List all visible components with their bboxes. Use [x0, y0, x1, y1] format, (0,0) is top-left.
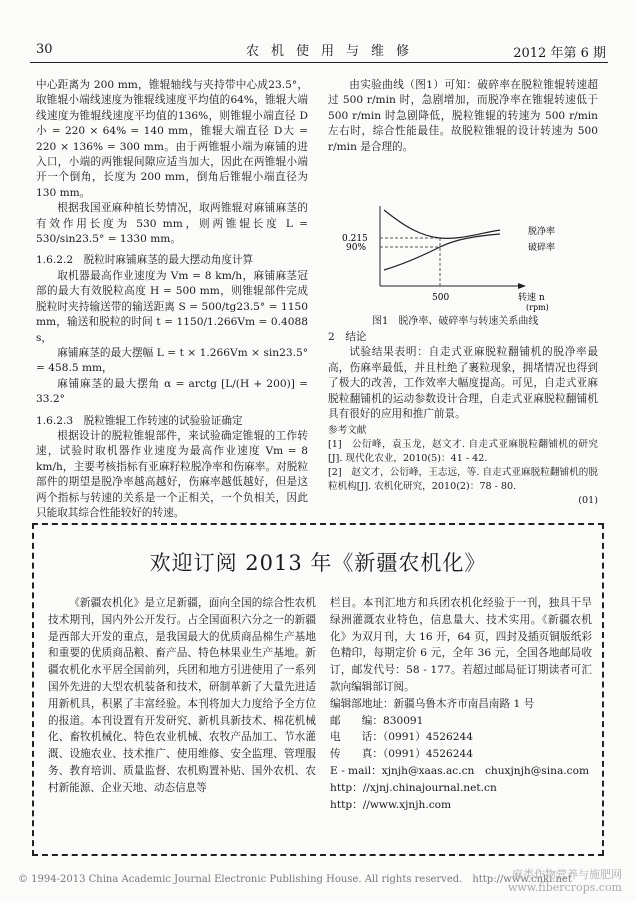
paragraph: 由实验曲线（图1）可知：破碎率在脱粒锥辊转速超过 500 r/min 时，急剧增加，而脱净率在锥辊转速低于 500 r/min 时急剧降低，脱粒锥辊的转速为 500 r/min 左右时，综合性能最佳。故脱粒锥辊的设计转速为 500 r/min 是合理的。 [328, 79, 598, 153]
subscription-ad-box [32, 523, 604, 856]
section-heading: 1.6.2.2 脱粒时麻铺麻茎的最大摆动角度计算 [36, 254, 254, 267]
x-axis-unit: (rpm) [526, 303, 549, 312]
right-column [328, 78, 598, 155]
ad-postcode: 邮 编：830091 [330, 714, 424, 727]
header-rule [30, 62, 608, 63]
paragraph: 取机器最高作业速度为 Vm = 8 km/h，麻铺麻茎冠部的最大有效脱粒高度 H = 500 mm，则锥辊部件完成脱粒时夹持输送带的输送距离 S = 500/tg23.5° = 1150 mm，输送和脱粒的时间 t = 1150/1.266Vm = 0.4088 s， [36, 269, 308, 344]
ad-address: 编辑部地址：新疆乌鲁木齐市南昌南路 1 号 [330, 697, 535, 710]
ad-email: E - mail：xjnjh@xaas.ac.cn chuxjnjh@sina.com [330, 764, 589, 777]
series-line-deleaf [384, 210, 500, 238]
page-number: 30 [36, 42, 53, 57]
copyright-footer: © 1994-2013 China Academic Journal Electronic Publishing House. All rights reserved. http://www.cnki.net [18, 874, 572, 885]
ad-fax: 传 真：（0991）4526244 [330, 748, 473, 761]
left-column [36, 78, 308, 521]
reference-item: [2] 赵文才，公衍峰，王志远，等. 自走式亚麻脱粒翻铺机的脱粒机构[J]. 农机化研究，2010(2)：78 - 80. [328, 467, 598, 493]
conclusion-block [328, 330, 598, 508]
y-tick-2: 90% [346, 243, 367, 253]
watermark: 麻类作物营养与施肥网 www.fibercrops.com [507, 868, 622, 894]
page-header [36, 38, 606, 60]
x-axis-label: 转速 n [518, 293, 545, 303]
references [328, 424, 598, 508]
paragraph: 试验结果表明：自走式亚麻脱粒翻铺机的脱净率最高，伤麻率最低，并且杜绝了裹粒现象，拥堵情况也得到了极大的改善，工作效率大幅度提高。可见，自走式亚麻脱粒翻铺机的运动参数设计合理，自走式亚麻脱粒翻铺机具有很好的应用和推广前景。 [328, 346, 598, 421]
series-line-breakage [384, 234, 500, 270]
reference-item: [1] 公衍峰，袁玉龙，赵文才. 自走式亚麻脱粒翻铺机的研究[J]. 现代化农业，2010(5)：41 - 42. [328, 439, 598, 465]
paragraph: 中心距离为 200 mm，锥辊轴线与夹持带中心成23.5°，取锥辊小端线速度为锥辊线速度平均值的64%，锥辊大端线速度为锥辊线速度平均值的136%，则锥辊小端直径 D小 = 220 × 64% = 140 mm，锥辊大端直径 D大 = 220 × 136% = 300 mm。由于两锥辊小端为麻铺的进入口，小端的两锥辊间隙应适当加大，因此在两锥辊小端开一个倒角，长度为 200 mm，倒角后锥辊小端直径为 130 mm。 [36, 79, 308, 199]
section-heading: 1.6.2.3 脱粒锥辊工作转速的试验验证确定 [36, 414, 243, 427]
references-heading: 参考文献 [328, 425, 367, 437]
paragraph: 根据我国亚麻种植长势情况，取两锥辊对麻铺麻茎的有效作用长度为 530 mm，则两锥辊长度 L = 530/sin23.5° = 1330 mm。 [36, 202, 308, 246]
section-heading: 2 结论 [328, 331, 367, 343]
series-label: 脱净率 [528, 227, 556, 237]
figure-1-chart [340, 200, 580, 312]
paragraph: 根据设计的脱粒锥辊部件，来试验确定锥辊的工作转速，试验时取机器作业速度为最高作业速度 Vm = 8 km/h，主要考核指标有亚麻籽粒脱净率和伤麻率。对脱粒部件的期望是脱净率越高越好，伤麻率越低越好，但是这两个指标与转速的关系是一个正相关，一个负相关，因此只能取其综合性能较好的转速。 [36, 429, 308, 519]
formula-line: 麻铺麻茎的最大摆角 α = arctg [L/(H + 200)] = 33.2° [36, 377, 308, 406]
journal-title: 农机使用与维修 [246, 44, 422, 59]
ad-phone: 电 话：（0991）4526244 [330, 731, 473, 744]
ad-title: 欢迎订阅 2013 年《新疆农机化》 [149, 551, 487, 575]
x-axis-arrow [518, 283, 526, 289]
figure-caption: 图1 脱净率、破碎率与转速关系曲线 [372, 316, 539, 327]
end-mark: (01) [578, 495, 598, 507]
ad-website-1: http：//xjnj.chinajournal.net.cn [330, 781, 497, 794]
x-tick: 500 [432, 293, 450, 303]
ad-right-text: 栏目。本刊汇地方和兵团农机化经验于一刊，独具干旱绿洲灌溉农业特色，信息量大、技术实用。《新疆农机化》为双月刊，大 16 开，64 页，四封及插页铜版纸彩色精印，每期定价 6 元，全年 36 元，全国各地邮局收订，邮发代号：58 - 177。若超过邮局征订期读者可汇款向编辑部订阅。 编辑部地址：新疆乌鲁木齐市南昌南路 1 号 邮 编：830091 电 话：（0991）4526244 传 真：（0991）4526244 E - mail：xjnjh@xaas.ac.cn chuxjnjh@sina.com http：//xjnj.chinajournal.net.cn http：//www.xjnjh.com [330, 595, 592, 813]
ad-website-2: http：//www.xjnjh.com [330, 798, 452, 811]
y-tick-1: 0.215 [342, 234, 368, 244]
issue-label: 2012 年第 6 期 [513, 46, 606, 61]
ad-left-text: 《新疆农机化》是立足新疆，面向全国的综合性农机技术期刊，国内外公开发行。占全国面积六分之一的新疆是西部大开发的重点，是我国最大的优质商品棉生产基地和重要的优质商品粮、畜产品、特色林果业生产基地。新疆农机化水平居全国前列，兵团和地方引进使用了一系列国外先进的大型农机装备和技术，研制革新了大量先进适用新机具，积累了丰富经验。本刊将加大力度给予全方位的报道。本刊设置有开发研究、新机具新技术、棉花机械化、畜牧机械化、特色农业机械、农牧产品加工、节水灌溉、设施农业、技术推广、使用维修、安全监理、管理服务、教育培训、质量监督、农机购置补贴、国外农机、农村新能源、企业天地、动态信息等 [48, 597, 316, 794]
series-label: 破碎率 [528, 243, 556, 253]
formula-line: 麻铺麻茎的最大摆幅 L = t × 1.266Vm × sin23.5° = 458.5 mm， [36, 346, 308, 375]
